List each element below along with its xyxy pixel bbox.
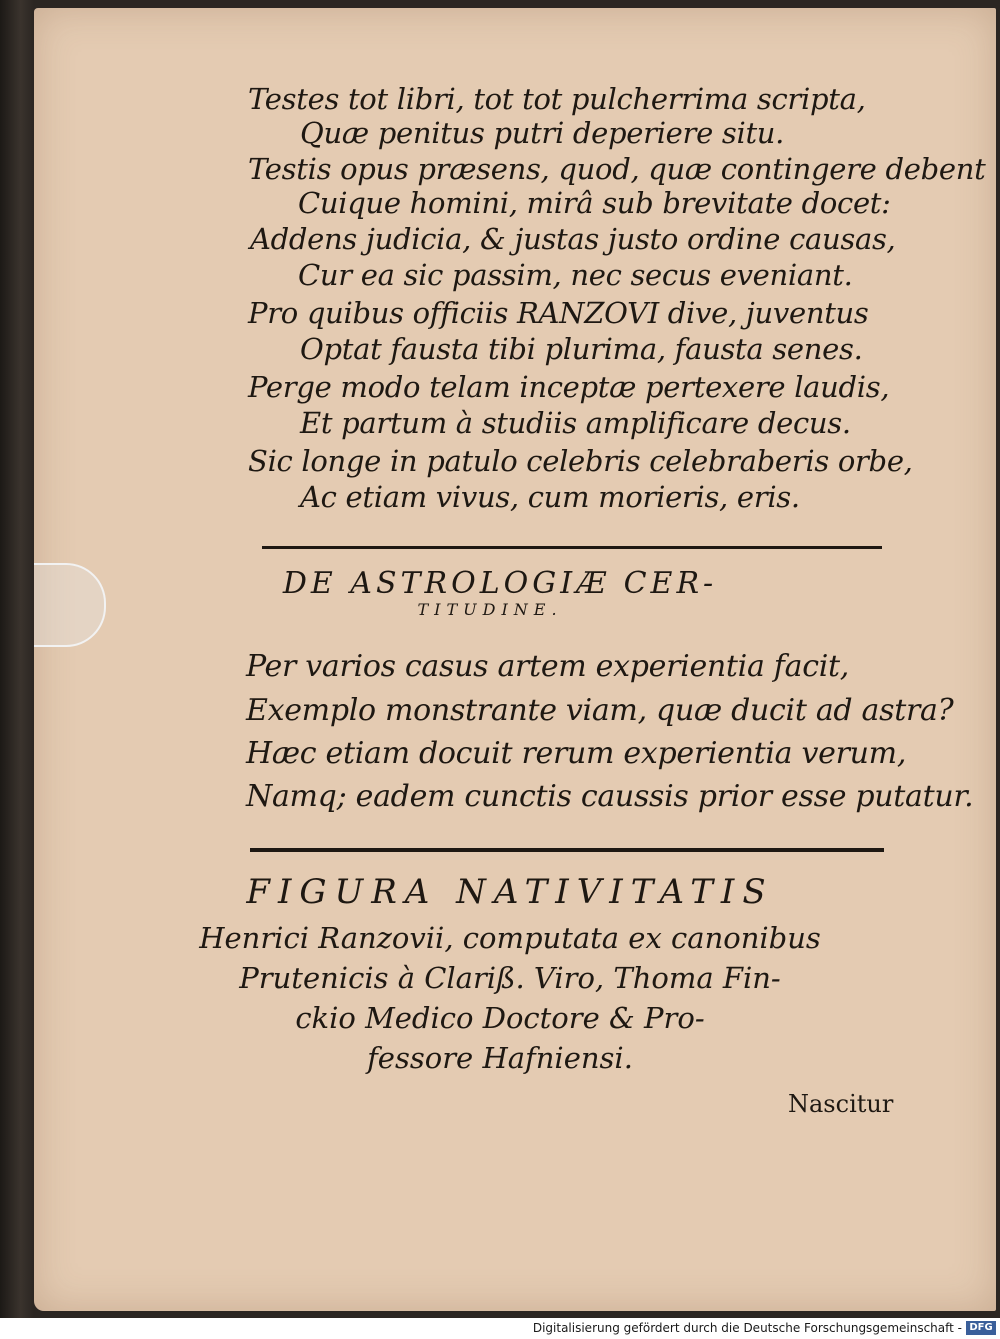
verse-line: Hæc etiam docuit rerum experientia verum,: [246, 736, 907, 771]
poem-line: Testes tot libri, tot tot pulcherrima scripta,: [248, 82, 866, 116]
poem-line: Ac etiam vivus, cum morieris, eris.: [300, 480, 800, 514]
poem-line: Testis opus præsens, quod, quæ contingere debent: [248, 152, 986, 186]
poem-line: Cur ea sic passim, nec secus eveniant.: [298, 258, 853, 292]
poem-line: Optat fausta tibi plurima, fausta senes.: [300, 332, 863, 366]
divider-rule: [250, 848, 884, 852]
divider-rule: [262, 546, 882, 549]
section-heading: FIGURA NATIVITATIS: [246, 872, 774, 912]
digitization-footer: [0, 1318, 1000, 1339]
section-heading-continued: TITUDINE.: [417, 600, 563, 619]
poem-line: Sic longe in patulo celebris celebraberis orbe,: [248, 444, 913, 478]
verse-line: Exemplo monstrante viam, quæ ducit ad astra?: [246, 693, 954, 728]
dfg-logo-icon: DFG: [966, 1321, 996, 1335]
verse-line: Namq; eadem cunctis caussis prior esse putatur.: [246, 779, 974, 814]
poem-line: Cuique homini, mirâ sub brevitate docet:: [298, 186, 891, 220]
book-spine: [0, 0, 34, 1318]
poem-line: Addens judicia, & justas justo ordine causas,: [250, 222, 896, 256]
poem-line: Quæ penitus putri deperiere situ.: [300, 116, 785, 150]
footer-credit: Digitalisierung gefördert durch die Deutsche Forschungsgemeinschaft -: [532, 1321, 962, 1335]
poem-line: Pro quibus officiis RANZOVI dive, juventus: [248, 296, 869, 330]
poem-line: Et partum à studiis amplificare decus.: [300, 406, 851, 440]
subheading-line: Prutenicis à Clariß. Viro, Thoma Fin-: [239, 961, 781, 995]
verse-line: Per varios casus artem experientia facit,: [246, 649, 849, 684]
poem-line: Perge modo telam inceptæ pertexere laudis,: [248, 370, 890, 404]
catchword: Nascitur: [788, 1090, 894, 1118]
subheading-line: Henrici Ranzovii, computata ex canonibus: [199, 921, 821, 955]
subheading-line: ckio Medico Doctore & Pro-: [295, 1001, 705, 1035]
section-heading: DE ASTROLOGIÆ CER-: [282, 566, 718, 601]
subheading-line: fessore Hafniensi.: [367, 1041, 633, 1075]
